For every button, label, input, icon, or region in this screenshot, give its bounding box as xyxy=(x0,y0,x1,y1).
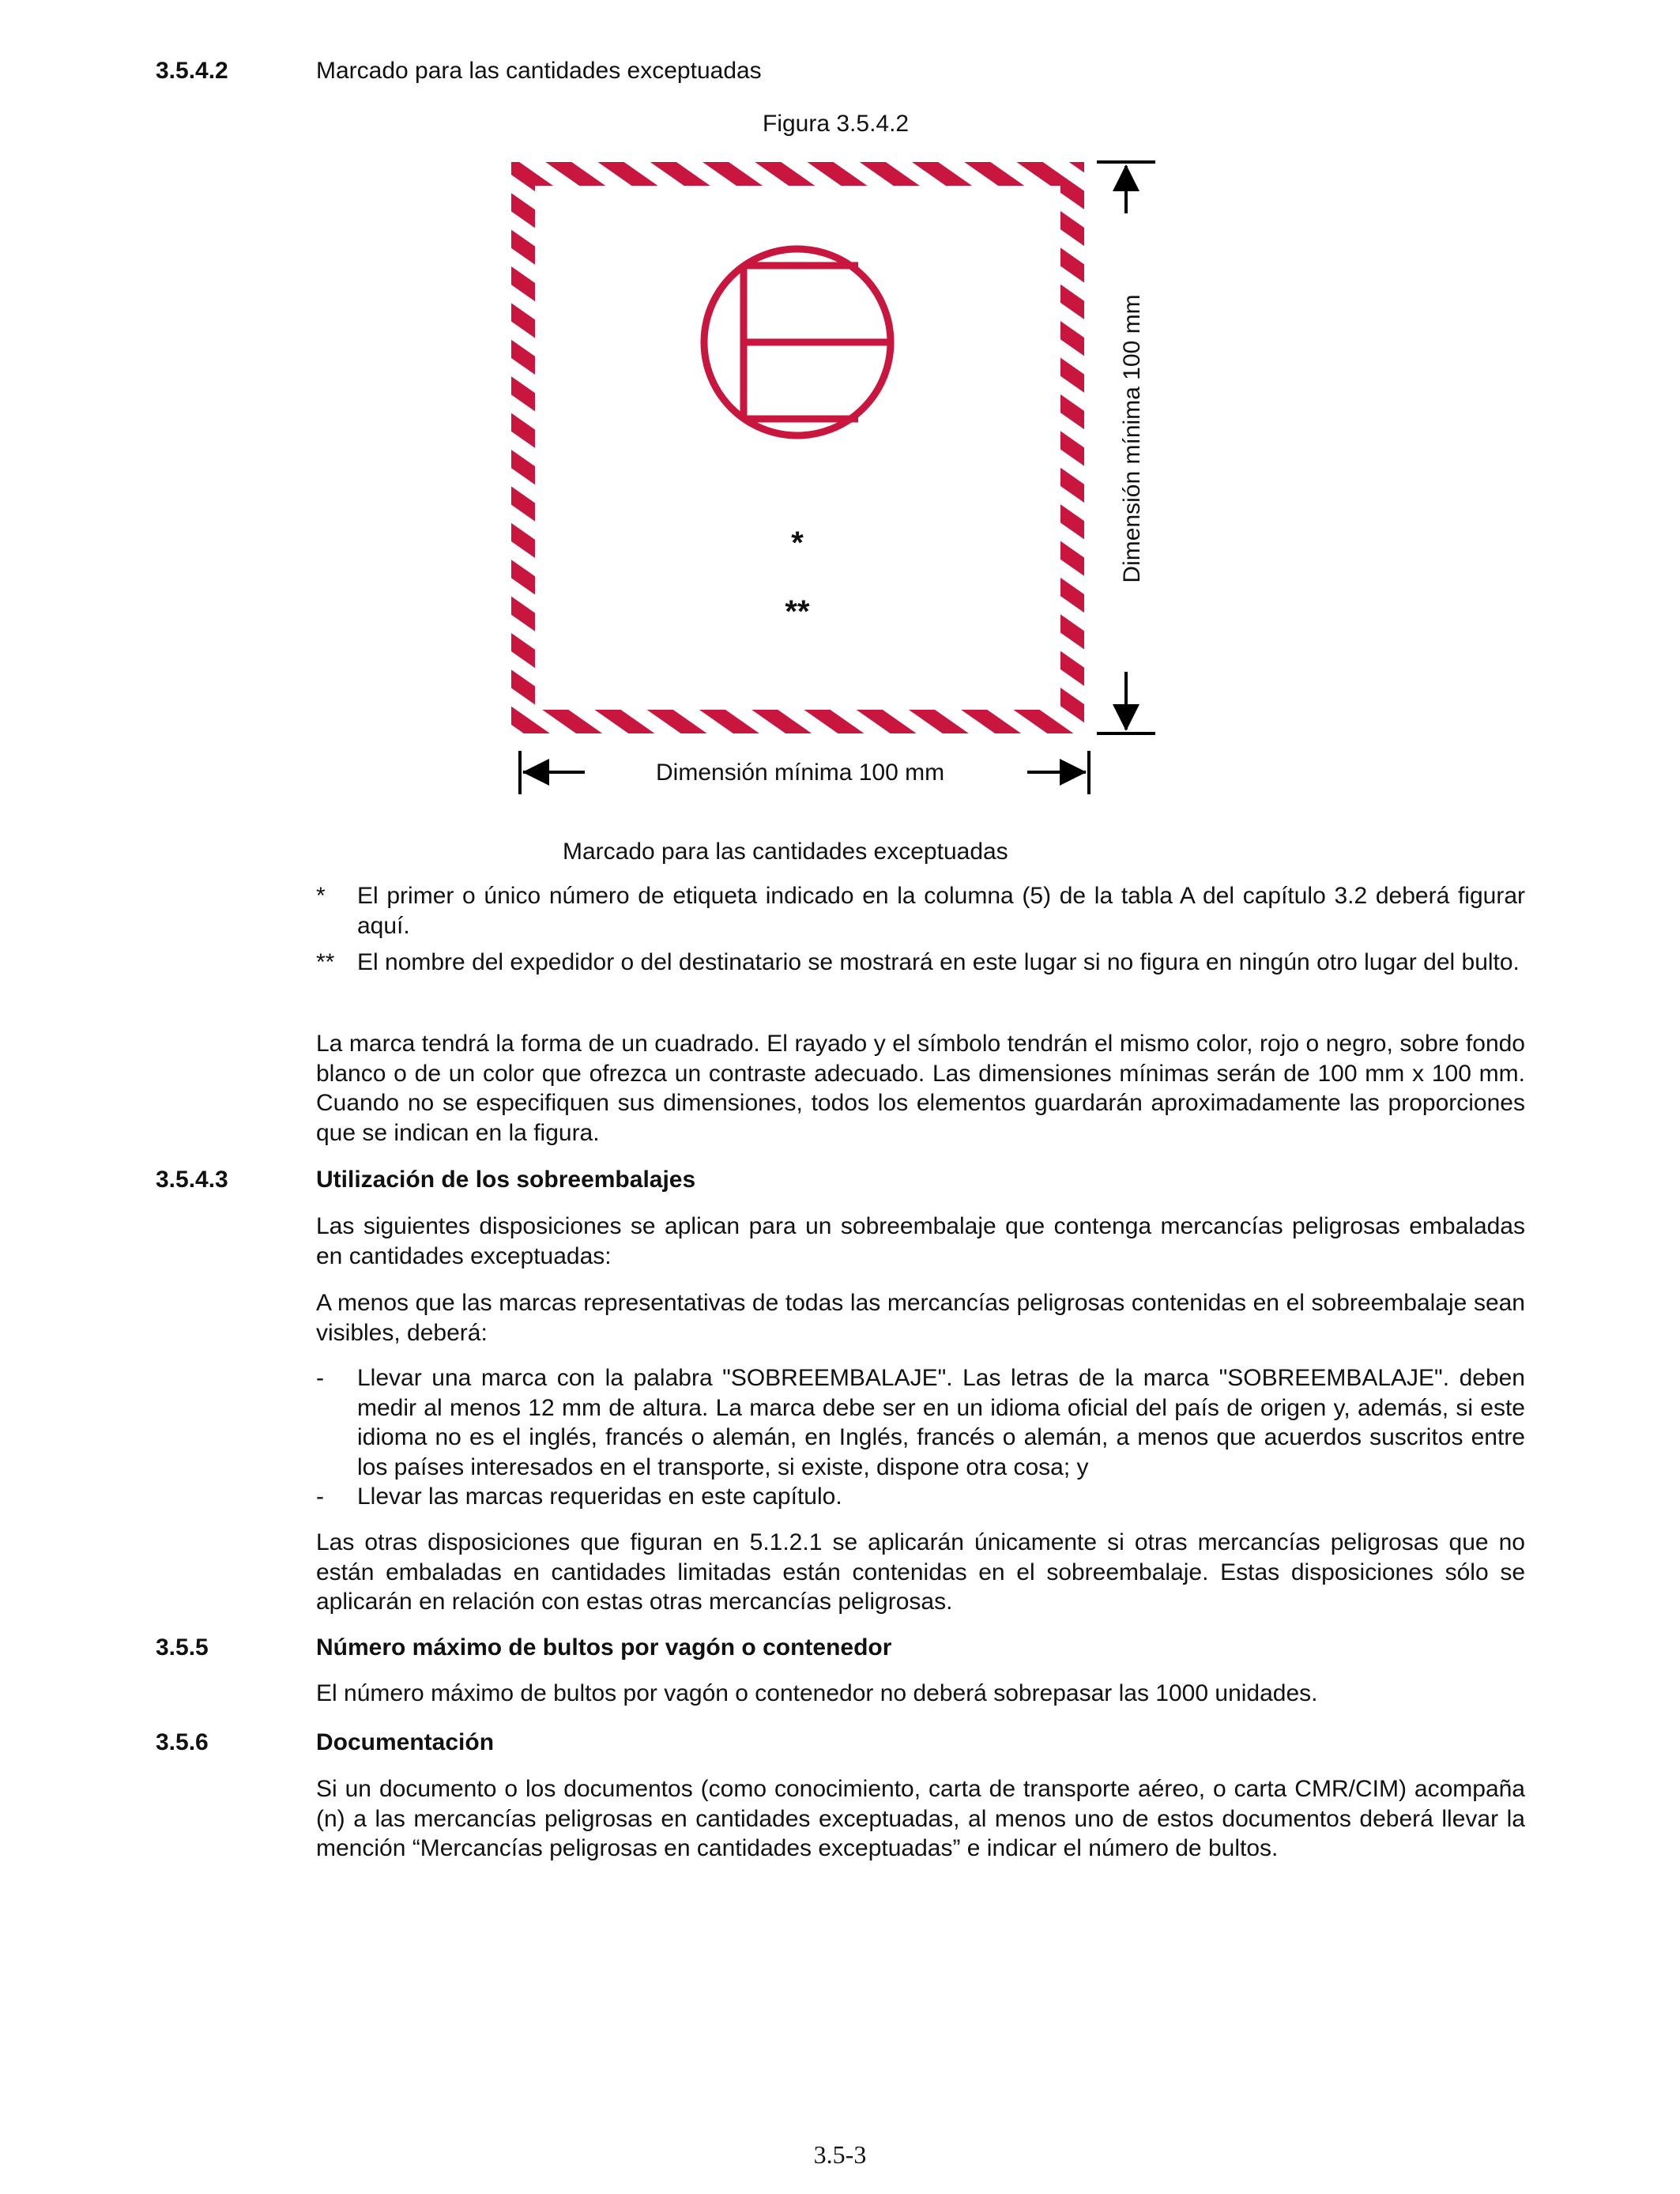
section-number-355: 3.5.5 xyxy=(156,1634,209,1661)
section-title-356: Documentación xyxy=(316,1729,495,1755)
bullet-marker: - xyxy=(316,1483,324,1510)
figure-caption: Marcado para las cantidades exceptuadas xyxy=(563,839,1008,865)
section-number-3542: 3.5.4.2 xyxy=(156,58,228,84)
page-number: 3.5-3 xyxy=(813,2140,867,2169)
note-item xyxy=(316,945,1525,1005)
vertical-dimension-label: Dimensión mínima 100 mm xyxy=(1119,294,1145,583)
bullet-item xyxy=(316,1482,1525,1512)
paragraph-overpack-condition: A menos que las marcas representativas de todas las mercancías peligrosas contenidas en el sobreembalaje sean visibles, deberá: xyxy=(316,1290,1525,1346)
section-number-3543: 3.5.4.3 xyxy=(156,1167,228,1193)
section-number-356: 3.5.6 xyxy=(156,1729,209,1755)
note-marker: ** xyxy=(316,949,335,975)
paragraph-overpack-other: Las otras disposiciones que figuran en 5.1.2.1 se aplicarán únicamente si otras mercancías peligrosas que no están embaladas en cantidades limitadas están contenidas en el sobreembalaje. Estas disposiciones sólo se aplicarán en relación con estas otras mercancías peligrosas. xyxy=(316,1529,1525,1615)
section-title-3542: Marcado para las cantidades exceptuadas xyxy=(316,58,762,84)
note-item xyxy=(316,881,1525,941)
bullet-text: Llevar las marcas requeridas en este capítulo. xyxy=(357,1483,842,1510)
note-text: El primer o único número de etiqueta indicado en la columna (5) de la tabla A del capítulo 3.2 deberá figurar aquí. xyxy=(357,883,1525,939)
section-title-355: Número máximo de bultos por vagón o contenedor xyxy=(316,1634,892,1661)
note-marker: * xyxy=(316,883,326,909)
bullet-text: Llevar una marca con la palabra "SOBREEMBALAJE". Las letras de la marca "SOBREEMBALAJE". deben medir al menos 12 mm de altura. La marca debe ser en un idioma oficial del país de origen y, además, si este idioma no es el inglés, francés o alemán, en Inglés, francés o alemán, a menos que acuerdos suscritos entre los países interesados en el transporte, si existe, dispone otra cosa; y xyxy=(357,1365,1525,1480)
paragraph-documentation: Si un documento o los documentos (como conocimiento, carta de transporte aéreo, o carta CMR/CIM) acompaña (n) a las mercancías peligrosas en cantidades exceptuadas, al menos uno de estos documentos deberá llevar la mención “Mercancías peligrosas en cantidades exceptuadas” e indicar el número de bultos. xyxy=(316,1776,1525,1861)
exceptions-symbol-icon xyxy=(704,249,891,435)
horizontal-dimension-label: Dimensión mínima 100 mm xyxy=(656,760,945,786)
section-title-3543: Utilización de los sobreembalajes xyxy=(316,1167,696,1193)
star-1: * xyxy=(791,526,804,560)
paragraph-mark-description: La marca tendrá la forma de un cuadrado. El rayado y el símbolo tendrán el mismo color, rojo o negro, sobre fondo blanco o de un color que ofrezca un contraste adecuado. Las dimensiones mínimas serán de 100 mm x 100 mm. Cuando no se especifiquen sus dimensiones, todos los elementos guardarán aproximadamente las proporciones que se indican en la figura. xyxy=(316,1031,1525,1146)
paragraph-max-packages: El número máximo de bultos por vagón o contenedor no deberá sobrepasar las 1000 unidades. xyxy=(316,1680,1318,1706)
star-2: ** xyxy=(785,594,810,629)
exceptions-mark-figure xyxy=(0,0,1680,838)
bullet-marker: - xyxy=(316,1365,324,1391)
note-text: El nombre del expedidor o del destinatario se mostrará en este lugar si no figura en ningún otro lugar del bulto. xyxy=(357,949,1520,975)
figure-label: Figura 3.5.4.2 xyxy=(763,111,910,137)
paragraph-overpack-intro: Las siguientes disposiciones se aplican para un sobreembalaje que contenga mercancías peligrosas embaladas en cantidades exceptuadas: xyxy=(316,1213,1525,1269)
